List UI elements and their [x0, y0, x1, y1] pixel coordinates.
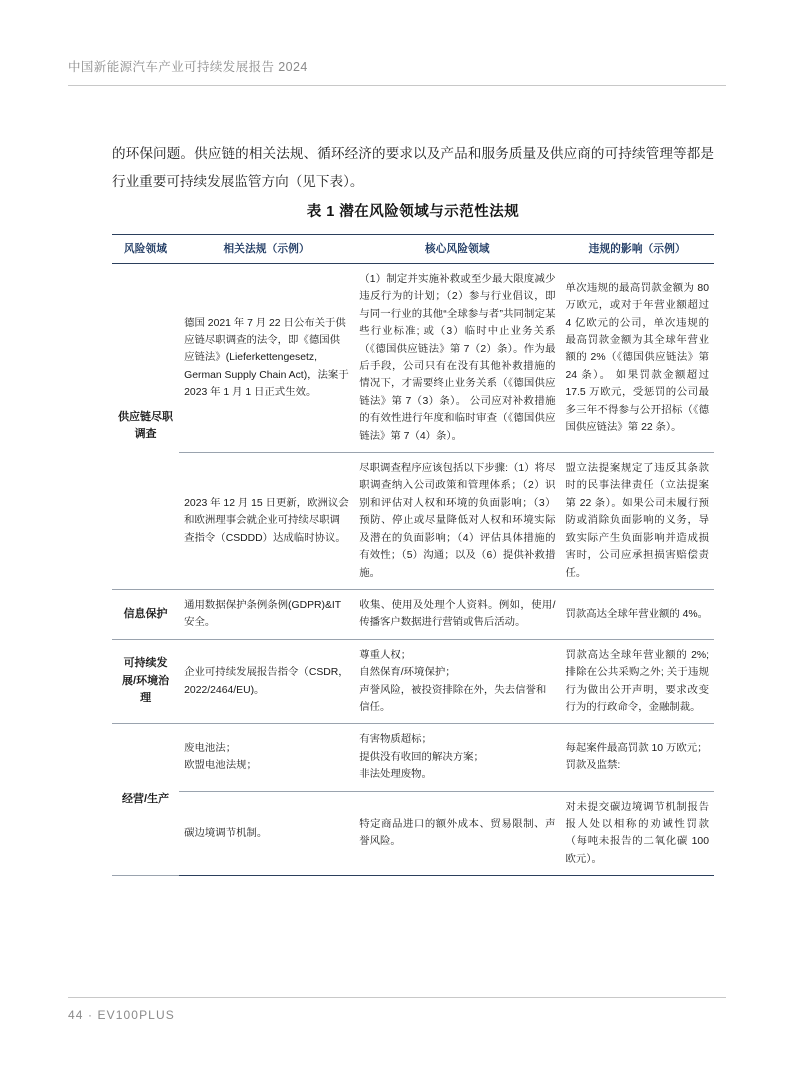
- cell-core-risk-1: [354, 264, 560, 453]
- risk-table: [112, 234, 714, 876]
- cell-category-operation: 经营/生产: [112, 724, 179, 876]
- core-risk-1-part1: （1）制定并实施补救或至少最大限度减少违反行为的计划；（2）参与行业倡议，即与同一行业的其他“全球参与者”共同制定某些行业标准; 或（3）临时中止业务关系（《德国供应链法》第 7（2）条）。作为最后手段，公司只有在没有其他补救措施的情况下，才需要终止业务关系（《德国供应链法》第 7（3）条）。: [359, 274, 556, 407]
- cell-core-risk-3: 收集、使用及处理个人资料。例如，使用/传播客户数据进行营销或售后活动。: [354, 589, 560, 639]
- cell-core-risk-2: 尽职调查程序应该包括以下步骤:（1）将尽职调查纳入公司政策和管理体系；（2）识别和评估对人权和环境的负面影响；（3）预防、停止或尽量降低对人权和环境实际及潜在的负面影响；（4）评估具体措施的有效性；（5）沟通；以及（6）提供补救措施。: [354, 453, 560, 590]
- cell-regulation-4: 企业可持续发展报告指令（CSDR，2022/2464/EU)。: [179, 639, 354, 724]
- column-header-risk-area: 风险领域: [123, 243, 168, 255]
- cell-category-supply-chain: 供应链尽职调查: [112, 264, 179, 590]
- table-row: [112, 453, 714, 590]
- table-row: [112, 724, 714, 791]
- cell-impact-5: 每起案件最高罚款 10 万欧元； 罚款及监禁:: [560, 724, 714, 791]
- column-header-regulation: 相关法规（示例）: [223, 243, 310, 255]
- column-header-impact: 违规的影响（示例）: [588, 243, 686, 255]
- page-number: 44: [68, 1008, 84, 1022]
- footer-content: [68, 1008, 726, 1022]
- column-header-core-risk: 核心风险领域: [424, 243, 490, 255]
- table-header-row: [112, 235, 714, 264]
- intro-paragraph: [112, 140, 714, 196]
- cell-impact-1: [560, 264, 714, 453]
- cell-core-risk-6: 特定商品进口的额外成本、贸易限制、声誉风险。: [354, 791, 560, 876]
- cell-impact-4: 罚款高达全球年营业额的 2%; 排除在公共采购之外; 关于违规行为做出公开声明，要求改变行为的行政命令，金融制裁。: [560, 639, 714, 724]
- cell-core-risk-4: 尊重人权； 自然保育/环境保护； 声誉风险，被投资排除在外，失去信誉和信任。: [354, 639, 560, 724]
- footer-separator: ·: [88, 1008, 94, 1022]
- page-footer: [68, 997, 726, 1022]
- running-header-title: 中国新能源汽车产业可持续发展报告 2024: [68, 60, 308, 74]
- core-risk-1-part2: 公司应对补救措施的有效性进行年度和临时审查（《德国供应链法》第 7（4）条）。: [359, 395, 556, 442]
- table-row: [112, 589, 714, 639]
- cell-impact-6: 对未提交碳边境调节机制报告报人处以相称的劝诫性罚款（每吨未报告的二氧化碳 100 欧元）。: [560, 791, 714, 876]
- running-header: [68, 58, 726, 86]
- table-row: [112, 264, 714, 453]
- header-divider: [68, 85, 726, 86]
- table-row: [112, 639, 714, 724]
- cell-regulation-2: 2023 年 12 月 15 日更新，欧洲议会和欧洲理事会就企业可持续尽职调查指令（CSDDD）达成临时协议。: [179, 453, 354, 590]
- cell-regulation-5: 废电池法； 欧盟电池法规；: [179, 724, 354, 791]
- cell-core-risk-5: 有害物质超标； 提供没有收回的解决方案； 非法处理废物。: [354, 724, 560, 791]
- table-row: [112, 791, 714, 876]
- footer-brand: EV100PLUS: [97, 1008, 175, 1022]
- cell-regulation-1: 德国 2021 年 7 月 22 日公布关于供应链尽职调查的法令，即《德国供应链法》(Lieferkettengesetz, German Supply Chain Act)，法案于 2023 年 1 月 1 日正式生效。: [179, 264, 354, 453]
- table-header: [112, 235, 714, 264]
- cell-impact-3: 罚款高达全球年营业额的 4%。: [560, 589, 714, 639]
- intro-text: 的环保问题。供应链的相关法规、循环经济的要求以及产品和服务质量及供应商的可持续管理等都是行业重要可持续发展监管方向（见下表）。: [112, 146, 714, 189]
- risk-table-wrapper: [112, 234, 714, 876]
- impact-1-part2: 如果罚款金额超过 17.5 万欧元，受惩罚的公司最多三年不得参与公开招标（《德国供应链法》第 22 条）。: [565, 369, 710, 433]
- cell-category-info-protection: 信息保护: [112, 589, 179, 639]
- cell-regulation-6: 碳边境调节机制。: [179, 791, 354, 876]
- table-body: [112, 264, 714, 876]
- footer-divider: [68, 997, 726, 998]
- impact-1-part1: 单次违规的最高罚款金额为 80 万欧元，或对于年营业额超过 4 亿欧元的公司，单次违规的最高罚款金额为其全球年营业额的 2%（《德国供应链法》第 24 条）。: [565, 282, 709, 381]
- cell-regulation-3: 通用数据保护条例条例(GDPR)&IT 安全。: [179, 589, 354, 639]
- cell-category-sustainability: 可持续发展/环境治理: [112, 639, 179, 724]
- cell-impact-2: 盟立法提案规定了违反其条款时的民事法律责任（立法提案第 22 条）。如果公司未履行预防或消除负面影响的义务，导致实际产生负面影响并造成损害时，公司应承担损害赔偿责任。: [560, 453, 714, 590]
- table-caption: 表 1 潜在风险领域与示范性法规: [306, 204, 520, 220]
